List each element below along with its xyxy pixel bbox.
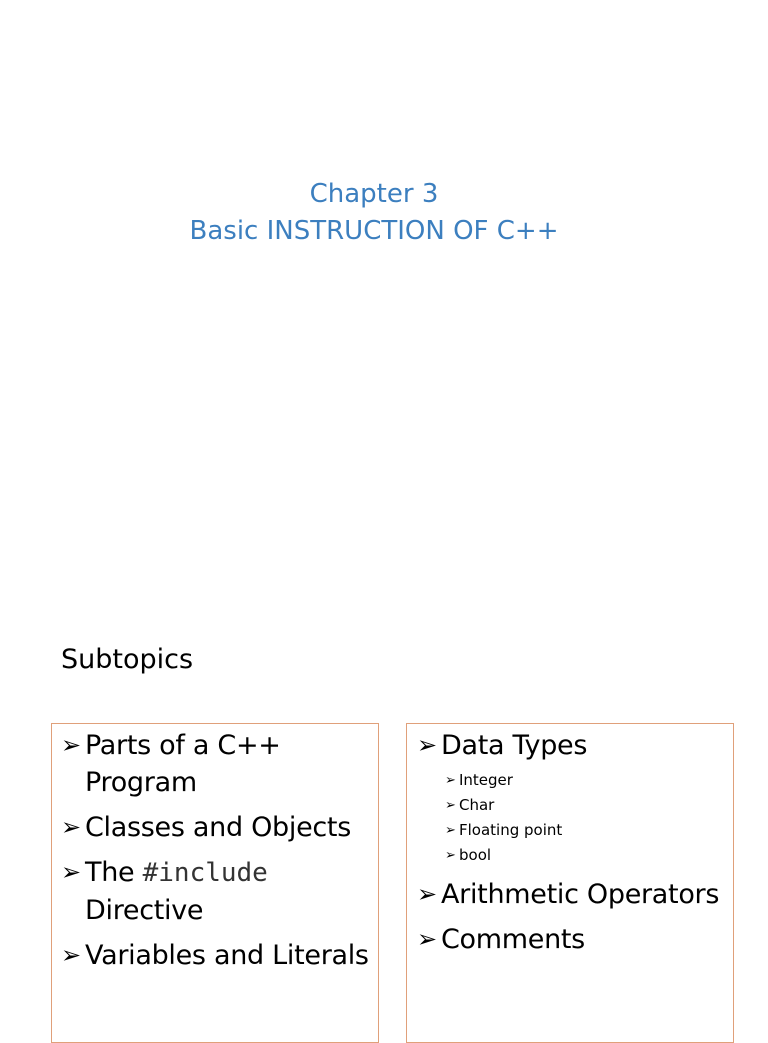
arrow-bullet-icon: ➢ <box>61 941 81 969</box>
topic-item <box>61 937 378 974</box>
topic-item <box>61 809 378 846</box>
topic-item <box>417 727 733 764</box>
topic-text-suffix: Directive <box>85 895 204 926</box>
code-include: #include <box>142 858 268 888</box>
left-topic-list <box>52 724 378 974</box>
subtopic-text: bool <box>459 846 492 864</box>
arrow-bullet-icon: ➢ <box>445 773 456 788</box>
chapter-title <box>0 176 748 250</box>
topic-item <box>61 854 378 929</box>
subtopics-right-box <box>406 723 734 1043</box>
subtopics-left-box <box>51 723 379 1043</box>
arrow-bullet-icon: ➢ <box>417 925 437 953</box>
arrow-bullet-icon: ➢ <box>61 813 81 841</box>
subtopic-text: Floating point <box>459 821 563 839</box>
topic-text: Comments <box>441 924 585 955</box>
subtopic-group <box>417 768 733 868</box>
topic-text: Parts of a C++ Program <box>85 730 281 798</box>
arrow-bullet-icon: ➢ <box>417 880 437 908</box>
data-types-sublist <box>417 768 733 868</box>
right-topic-list <box>407 724 733 958</box>
arrow-bullet-icon: ➢ <box>445 823 456 838</box>
subtopic-text: Integer <box>459 771 513 789</box>
subtopic-item <box>445 768 733 793</box>
chapter-title-line2: Basic INSTRUCTION OF C++ <box>189 216 559 246</box>
arrow-bullet-icon: ➢ <box>445 848 456 863</box>
topic-text: Arithmetic Operators <box>441 879 720 910</box>
subtopic-text: Char <box>459 796 495 814</box>
topic-text: Data Types <box>441 730 588 761</box>
arrow-bullet-icon: ➢ <box>445 798 456 813</box>
topic-text: Variables and Literals <box>85 940 369 971</box>
arrow-bullet-icon: ➢ <box>417 731 437 759</box>
topic-item <box>417 876 733 913</box>
arrow-bullet-icon: ➢ <box>61 731 81 759</box>
topic-text: Classes and Objects <box>85 812 351 843</box>
subtopics-heading: Subtopics <box>61 644 194 675</box>
subtopic-item <box>445 818 733 843</box>
topic-text-prefix: The <box>85 857 143 888</box>
arrow-bullet-icon: ➢ <box>61 858 81 886</box>
slide-subtopics <box>0 576 768 1024</box>
topic-item <box>417 921 733 958</box>
chapter-title-line1: Chapter 3 <box>309 179 439 209</box>
subtopic-item <box>445 793 733 818</box>
subtopic-item <box>445 843 733 868</box>
topic-item <box>61 727 378 801</box>
